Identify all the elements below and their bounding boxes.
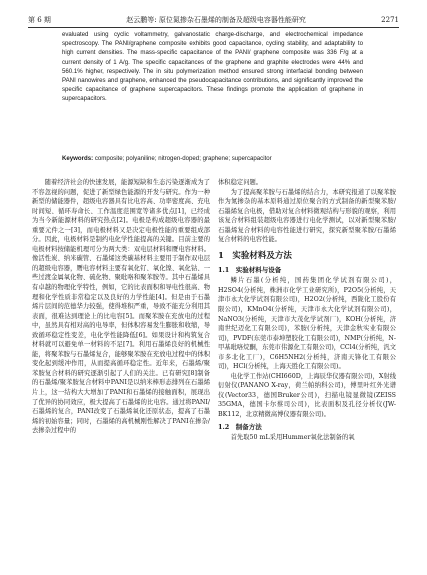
left-column <box>32 178 210 436</box>
intro-end: 体积稳定问题。 <box>218 179 263 186</box>
subsection-title-1: 1.1 实验材料与设备 <box>218 265 282 274</box>
section-title: 1 实验材料及方法 <box>218 250 292 261</box>
running-header <box>28 13 399 28</box>
keywords-text: composite; polyaniline; nitrogen-doped; graphene; supercapacitor <box>94 155 272 162</box>
subsection-title-2: 1.2 制备方法 <box>218 422 262 431</box>
page-number: 2271 <box>381 16 399 24</box>
prep-paragraph: 首先取50 mL采用Hummer氧化法制备的氧 <box>230 434 355 442</box>
equipment-paragraph: 电化学工作站(CHI660D，上海辰华仪器有限公司)，X射线衍射仪(PANANO X-ray，荷兰帕纳科公司)，傅里叶红外光谱仪(Vector33，德国Bruker公司)，扫描电镜显微镜(ZEISS 35GMA，德国卡尔蔡司公司)，比表面积及孔径分析仪(JW-BK112，北京精微高博仪器有限公司)。 <box>218 372 396 419</box>
right-column <box>218 178 396 443</box>
intro-paragraph: 随着经济社会的快速发展，能源短缺和生态污染逐渐成为了不容忽视的问题，促进了新型绿色能源的开发与研究。作为一种新型的储能器件，超级电容器具有比电容高、功率密度高、充电时间短、循环寿命长、工作温度范围宽等诸多优点[1]，已经成为当今新能源材料的研究热点[2]。电极是构成超级电容器的最重要元件之一[3]，而电极材料又是决定电极性能的重要组成部分。因此，电极材料是制约电化学性能提高的关键。目前主要的电极材料按储能机理可分为两大类：双电层材料和赝电容材料。像活性炭、纳米碳管、石墨烯这类碳基材料主要用于制作双电层的超级电容器，赝电容材料主要有氧化钌、氧化镍、氧化钴、一些过渡金属氧化物、硫化物、聚吡咯和聚苯胺等。其中石墨烯具有卓越的物理化学特性，例如，它的比表面积和导电性很高、物理和化学性质非常稳定以及良好的力学性能[4]。但是由于石墨烯片层间的范德华力较强，使得堆积严重，导致不能充分利用其表面，很难达到理论上的比电容[5]。而聚苯胺在充放电的过程中，虽然具有相对高的电导率，但体积容易发生膨胀和收缩，导致循环稳定性变差，电化学性能降低[6]。如果设计和构筑复合材料就可以避免单一材料的不足[7]。利用石墨烯良好的机械性能，将聚苯胺与石墨烯复合，能够聚苯胺在充放电过程中的体积变化起到缓冲作用，从而提高循环稳定性。近年来，石墨烯/聚苯胺复合材料的研究逐渐引起了人们的关注。已有研究[8]制备的石墨烯/聚苯胺复合材料中PANI是以纳米棒形态排列在石墨烯片上，这一结构大大增加了PANI和石墨烯的接触面积，展现出了优异的协同效应，极大提高了石墨烯的比电容。通过将PANI/石墨烯的复合，PANI改变了石墨烯氧化还原状态，提高了石墨烯的初始容量；同时，石墨烯的高机械刚性解决了PANI在掺杂/去掺杂过程中的 <box>32 179 210 435</box>
running-title: 赵云鹏等: 原位氮掺杂石墨烯的制备及超级电容器性能研究 <box>126 16 306 24</box>
keywords <box>62 155 363 163</box>
keywords-label: Keywords: <box>62 155 94 162</box>
intro-paragraph-2: 为了提高聚苯胺与石墨烯的结合力，本研究报道了以聚苯胺作为氮掺杂的基本原料通过原位聚合的方式制备的新型聚苯胺/石墨烯复合电极，借助对复合材料微观结构与形貌的观察，利用该复合材料组装超级电容器进行电化学测试，以对新型聚苯胺/石墨烯复合材料的电容性能进行研究，探究新型聚苯胺/石墨烯复合材料的电容性能。 <box>218 188 396 244</box>
materials-paragraph: 鳞片石墨(分析纯，国药集团化学试剂有限公司)，H2SO4(分析纯，株洲市化学工业研究所)，P2O5(分析纯，天津市永大化学试剂有限公司)，H2O2(分析纯，西陇化工股份有限公司)，KMnO4(分析纯，天津市永大化学试剂有限公司)，NaNO3(分析纯，天津市大茂化学试剂厂)，KOH(分析纯，济南世纪迈化工有限公司)，苯胺(分析纯，天津金秋实业有限公司)，PVDF(东莞市泰坤塑胶化工有限公司)，NMP(分析纯，N-甲基吡咯烷酮，东莞市伟源化工有限公司)，CCl4(分析纯，汎文市多北化工厂)，C6H5NH2(分析纯，济南天锋化工有限公司)，HCl(分析纯，上海天胜化工有限公司)。 <box>218 277 396 371</box>
abstract-text: evaluated using cyclic voltammetry, galvanostatic charge-discharge, and electrochemical impedance spectroscopy. The PANI/graphene composite exhibits good capacitance, cycling stability, and adaptability to high current densities. The mass-specific capacitance of the PANI/ graphene composite was 336 F/g at a current density of 1 A/g. The specific capacitances of the graphene and graphite electrodes were 44% and 560.1% higher, respectively. The in situ polymerization method ensured strong interfacial bonding between PANI nanowires and graphene, enhanced the pseudocapacitance contributions, and significantly improved the specific capacitance of graphene supercapacitors. These findings promote the application of graphene in supercapacitors. <box>62 31 363 103</box>
issue-number: 第 6 期 <box>28 16 51 24</box>
